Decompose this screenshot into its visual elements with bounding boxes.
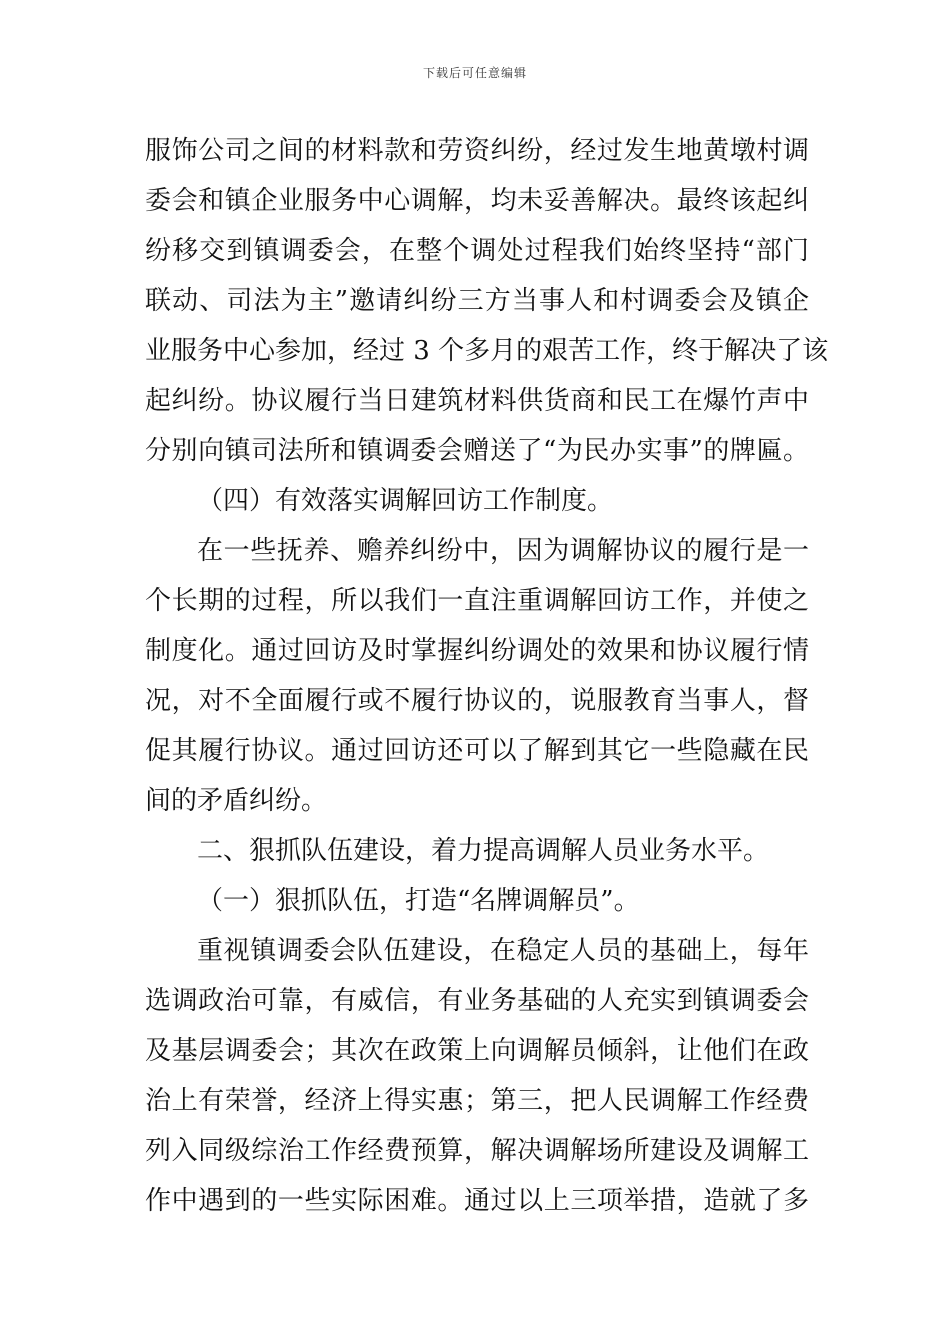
text-line: 制度化。通过回访及时掌握纠纷调处的效果和协议履行情	[145, 636, 809, 666]
text-line: 委会和镇企业服务中心调解，均未妥善解决。最终该起纠	[145, 186, 809, 216]
page-header-note: 下载后可任意编辑	[422, 66, 527, 80]
text-line: 促其履行协议。通过回访还可以了解到其它一些隐藏在民	[145, 736, 809, 766]
text-line: 及基层调委会；其次在政策上向调解员倾斜，让他们在政	[145, 1036, 809, 1066]
text-line: 纷移交到镇调委会，在整个调处过程我们始终坚持“部门	[145, 236, 809, 266]
text-line: 况，对不全面履行或不履行协议的，说服教育当事人，督	[145, 686, 809, 716]
text-line: 选调政治可靠，有威信，有业务基础的人充实到镇调委会	[145, 986, 809, 1016]
section-heading: （四）有效落实调解回访工作制度。	[197, 486, 614, 516]
text-line: 在一些抚养、赡养纠纷中，因为调解协议的履行是一	[197, 536, 809, 566]
text-line: 服饰公司之间的材料款和劳资纠纷，经过发生地黄墩村调	[145, 136, 809, 166]
text-line: 重视镇调委会队伍建设，在稳定人员的基础上，每年	[197, 936, 809, 966]
text-line: 列入同级综治工作经费预算，解决调解场所建设及调解工	[145, 1136, 809, 1166]
section-heading: 二、狠抓队伍建设，着力提高调解人员业务水平。	[197, 836, 770, 866]
text-line: 联动、司法为主”邀请纠纷三方当事人和村调委会及镇企	[145, 286, 809, 316]
document-body	[145, 126, 829, 1226]
text-line: 分别向镇司法所和镇调委会赠送了“为民办实事”的牌匾。	[145, 436, 809, 466]
section-heading: （一）狠抓队伍，打造“名牌调解员”。	[197, 886, 640, 916]
text-line: 间的矛盾纠纷。	[145, 786, 328, 816]
text-line: 起纠纷。协议履行当日建筑材料供货商和民工在爆竹声中	[145, 386, 809, 416]
text-line: 作中遇到的一些实际困难。通过以上三项举措，造就了多	[145, 1186, 809, 1216]
text-line: 个长期的过程，所以我们一直注重调解回访工作，并使之	[145, 586, 809, 616]
text-line: 业服务中心参加，经过 3 个多月的艰苦工作，终于解决了该	[145, 336, 829, 366]
text-line: 治上有荣誉，经济上得实惠；第三，把人民调解工作经费	[145, 1086, 809, 1116]
